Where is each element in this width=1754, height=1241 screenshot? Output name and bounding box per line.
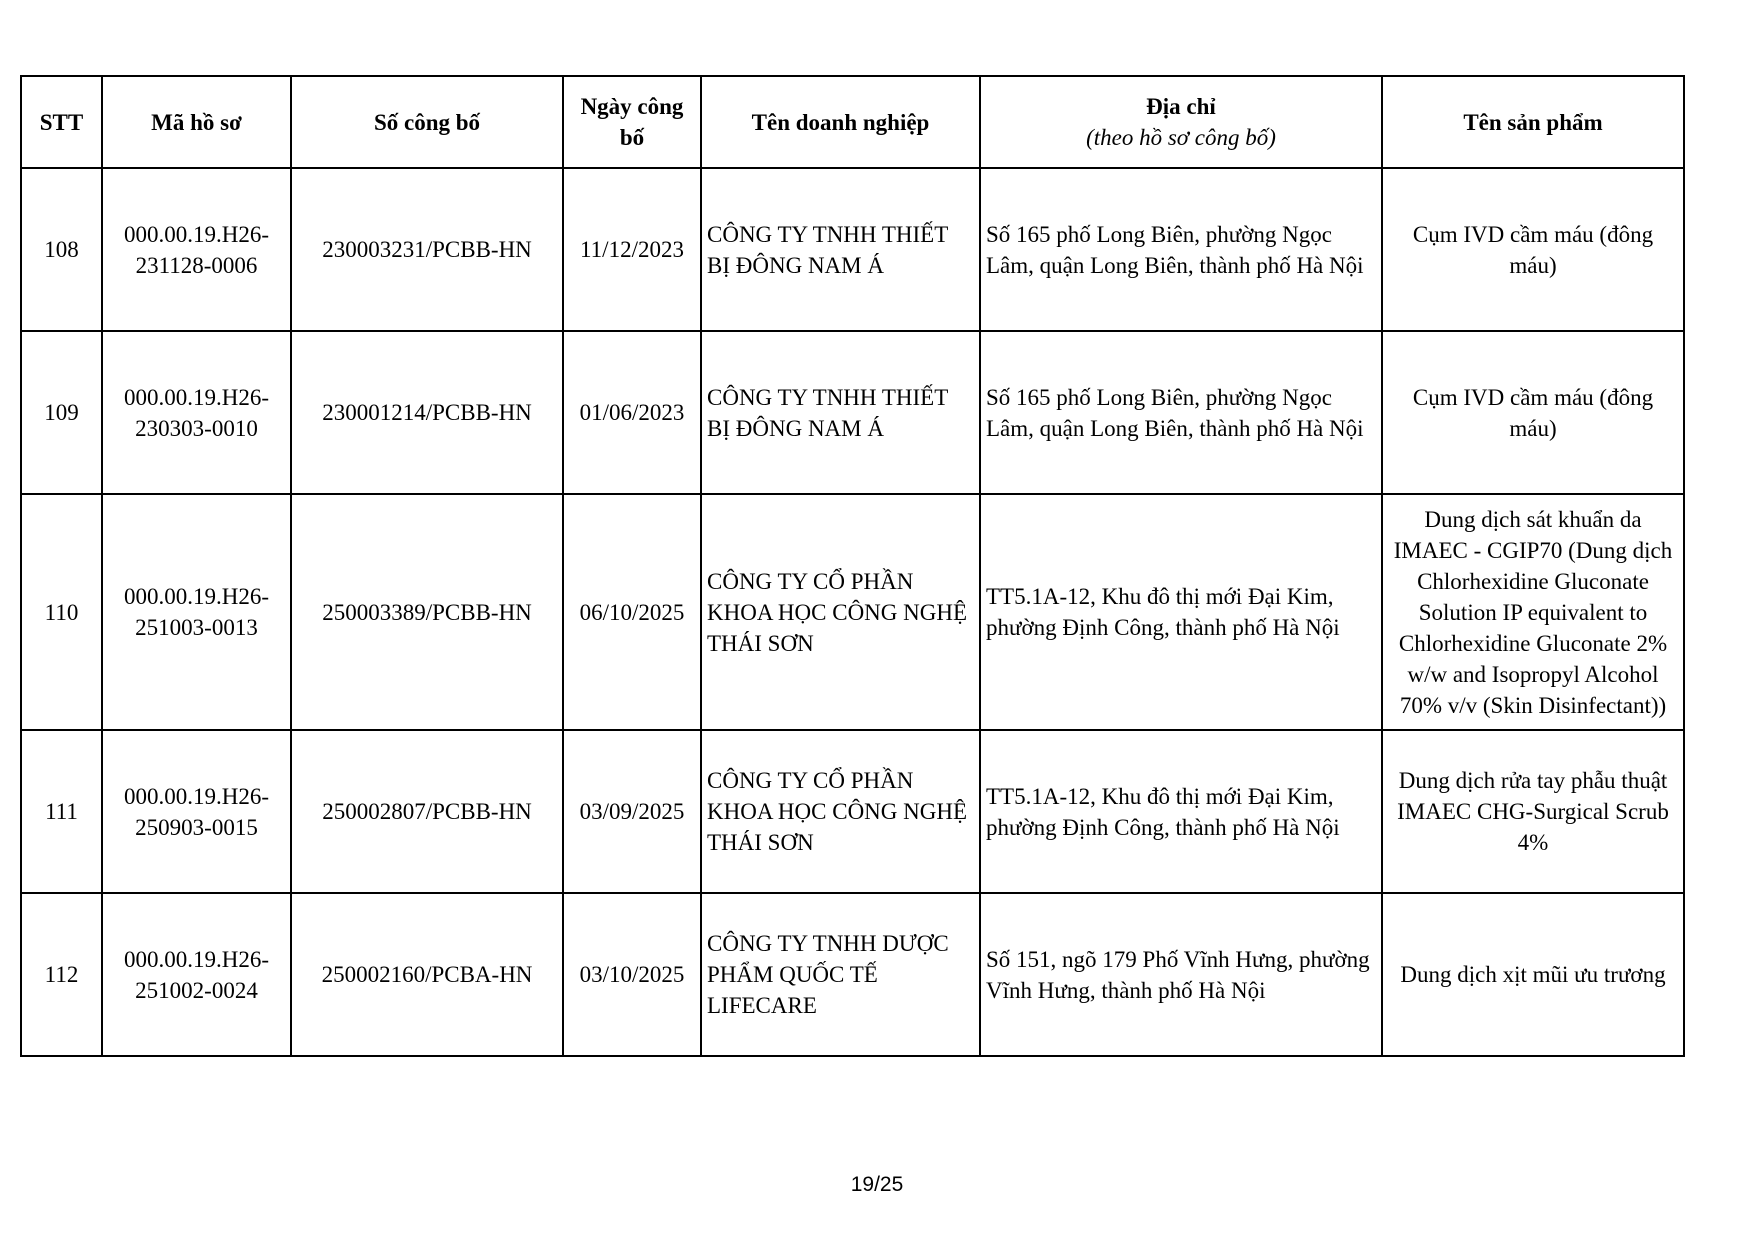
cell-ngay-cong-bo: 01/06/2023 xyxy=(563,331,701,494)
table-row xyxy=(21,168,1684,331)
header-dia-chi-note: (theo hồ sơ công bố) xyxy=(1086,125,1276,150)
header-ten-doanh-nghiep: Tên doanh nghiệp xyxy=(701,76,980,168)
page-number: 19/25 xyxy=(850,1173,904,1196)
cell-ten-san-pham: Cụm IVD cầm máu (đông máu) xyxy=(1382,168,1684,331)
cell-dia-chi: Số 165 phố Long Biên, phường Ngọc Lâm, quận Long Biên, thành phố Hà Nội xyxy=(980,331,1382,494)
cell-ten-san-pham: Dung dịch xịt mũi ưu trương xyxy=(1382,893,1684,1056)
cell-ma-ho-so: 000.00.19.H26-230303-0010 xyxy=(102,331,291,494)
cell-ten-san-pham: Dung dịch sát khuẩn da IMAEC - CGIP70 (Dung dịch Chlorhexidine Gluconate Solution IP equivalent to Chlorhexidine Gluconate 2% w/w and Isopropyl Alcohol 70% v/v (Skin Disinfectant)) xyxy=(1382,494,1684,730)
cell-so-cong-bo: 250003389/PCBB-HN xyxy=(291,494,563,730)
header-dia-chi-label: Địa chỉ xyxy=(1146,94,1216,119)
cell-stt: 111 xyxy=(21,730,102,893)
cell-ten-san-pham: Dung dịch rửa tay phẫu thuật IMAEC CHG-Surgical Scrub 4% xyxy=(1382,730,1684,893)
table-header-row xyxy=(21,76,1684,168)
cell-ten-doanh-nghiep: CÔNG TY TNHH THIẾT BỊ ĐÔNG NAM Á xyxy=(701,331,980,494)
cell-so-cong-bo: 250002160/PCBA-HN xyxy=(291,893,563,1056)
header-so-cong-bo: Số công bố xyxy=(291,76,563,168)
table-row xyxy=(21,494,1684,730)
cell-ten-doanh-nghiep: CÔNG TY CỔ PHẦN KHOA HỌC CÔNG NGHỆ THÁI SƠN xyxy=(701,494,980,730)
cell-ma-ho-so: 000.00.19.H26-251003-0013 xyxy=(102,494,291,730)
cell-ngay-cong-bo: 06/10/2025 xyxy=(563,494,701,730)
cell-dia-chi: TT5.1A-12, Khu đô thị mới Đại Kim, phường Định Công, thành phố Hà Nội xyxy=(980,730,1382,893)
table-row xyxy=(21,730,1684,893)
header-ten-san-pham: Tên sản phẩm xyxy=(1382,76,1684,168)
cell-so-cong-bo: 230001214/PCBB-HN xyxy=(291,331,563,494)
cell-ngay-cong-bo: 03/09/2025 xyxy=(563,730,701,893)
cell-ten-san-pham: Cụm IVD cầm máu (đông máu) xyxy=(1382,331,1684,494)
cell-ten-doanh-nghiep: CÔNG TY TNHH DƯỢC PHẨM QUỐC TẾ LIFECARE xyxy=(701,893,980,1056)
cell-so-cong-bo: 250002807/PCBB-HN xyxy=(291,730,563,893)
cell-dia-chi: Số 151, ngõ 179 Phố Vĩnh Hưng, phường Vĩnh Hưng, thành phố Hà Nội xyxy=(980,893,1382,1056)
table-row xyxy=(21,893,1684,1056)
cell-ma-ho-so: 000.00.19.H26-231128-0006 xyxy=(102,168,291,331)
cell-stt: 108 xyxy=(21,168,102,331)
cell-ngay-cong-bo: 11/12/2023 xyxy=(563,168,701,331)
cell-stt: 110 xyxy=(21,494,102,730)
cell-ten-doanh-nghiep: CÔNG TY CỔ PHẦN KHOA HỌC CÔNG NGHỆ THÁI SƠN xyxy=(701,730,980,893)
cell-stt: 112 xyxy=(21,893,102,1056)
cell-ma-ho-so: 000.00.19.H26-250903-0015 xyxy=(102,730,291,893)
records-table xyxy=(20,75,1685,1057)
cell-ngay-cong-bo: 03/10/2025 xyxy=(563,893,701,1056)
header-ma-ho-so: Mã hồ sơ xyxy=(102,76,291,168)
cell-so-cong-bo: 230003231/PCBB-HN xyxy=(291,168,563,331)
cell-dia-chi: TT5.1A-12, Khu đô thị mới Đại Kim, phường Định Công, thành phố Hà Nội xyxy=(980,494,1382,730)
cell-ma-ho-so: 000.00.19.H26-251002-0024 xyxy=(102,893,291,1056)
header-stt: STT xyxy=(21,76,102,168)
header-ngay-cong-bo: Ngày công bố xyxy=(563,76,701,168)
cell-dia-chi: Số 165 phố Long Biên, phường Ngọc Lâm, quận Long Biên, thành phố Hà Nội xyxy=(980,168,1382,331)
cell-ten-doanh-nghiep: CÔNG TY TNHH THIẾT BỊ ĐÔNG NAM Á xyxy=(701,168,980,331)
header-dia-chi xyxy=(980,76,1382,168)
cell-stt: 109 xyxy=(21,331,102,494)
table-row xyxy=(21,331,1684,494)
